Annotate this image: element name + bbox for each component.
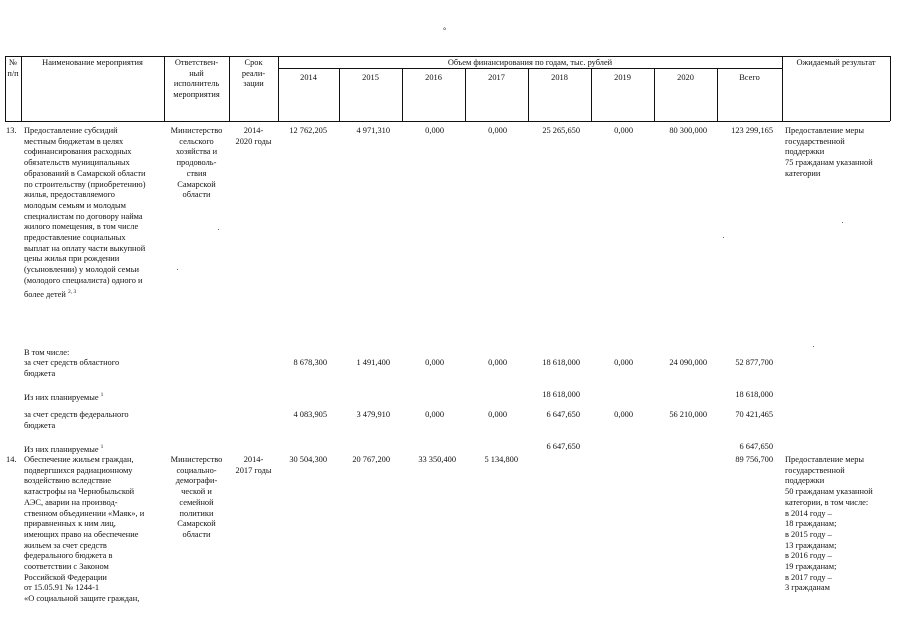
federal-value-2018: 6 647,650 bbox=[546, 410, 580, 419]
regional-value-2017: 0,000 bbox=[488, 358, 507, 367]
federal-value-2017: 0,000 bbox=[488, 410, 507, 419]
federal-value-2016: 0,000 bbox=[425, 410, 444, 419]
planned2-label: Из них планируемые $^1$ bbox=[24, 444, 104, 454]
federal-value-2015: 3 479,910 bbox=[356, 410, 390, 419]
scan-speck bbox=[813, 346, 814, 347]
row13-value-2017: 0,000 bbox=[488, 126, 507, 135]
planned2-value-total: 6 647,650 bbox=[739, 442, 773, 451]
header-year: 2015 bbox=[362, 73, 379, 82]
table-top-border bbox=[5, 56, 890, 57]
planned1-label: Из них планируемые $^1$ bbox=[24, 392, 104, 402]
row14-num: 14. bbox=[6, 455, 17, 464]
header-term: Срок реали- зации bbox=[241, 58, 266, 89]
header-name: Наименование мероприятия bbox=[42, 58, 143, 67]
scan-speck bbox=[218, 229, 219, 230]
row13-value-2014: 12 762,205 bbox=[289, 126, 327, 135]
row14-value-2017: 5 134,800 bbox=[484, 455, 518, 464]
including-label: В том числе: bbox=[24, 348, 70, 357]
regional-value-2014: 8 678,300 bbox=[293, 358, 327, 367]
header-year: 2019 bbox=[614, 73, 631, 82]
federal-label: за счет средств федерального бюджета bbox=[24, 410, 129, 430]
row14-name: Обеспечение жильем граждан, подвергшихся радиационному воздействию вследствие катастрофы на Чернобыльской АЭС, аварии на производ- ственном объединении «Маяк», и приравненных к ним лиц, имеющих право на обеспечение жильем за счет средств федерального бюджета в соответствии с Законом Российской Федерации от 15.05.91 № 1244-1 «О социальной защите граждан, bbox=[24, 455, 145, 604]
scan-speck bbox=[177, 269, 178, 270]
header-year: 2017 bbox=[488, 73, 505, 82]
row13-num: 13. bbox=[6, 126, 17, 135]
row14-value-total: 89 756,700 bbox=[735, 455, 773, 464]
header-result: Ожидаемый результат bbox=[796, 58, 876, 67]
row13-value-2018: 25 265,650 bbox=[542, 126, 580, 135]
regional-value-2015: 1 491,400 bbox=[356, 358, 390, 367]
row14-value-2014: 30 504,300 bbox=[289, 455, 327, 464]
row13-value-total: 123 299,165 bbox=[731, 126, 773, 135]
row13-term: 2014- 2020 годы bbox=[235, 126, 272, 146]
federal-value-2014: 4 083,905 bbox=[293, 410, 327, 419]
header-year: 2014 bbox=[300, 73, 317, 82]
row14-responsible: Министерство социально- демографи- ческой и семейной политики Самарской области bbox=[170, 455, 223, 539]
row13-name: Предоставление субсидий местным бюджетам в целях софинансирования расходных обязательств муниципальных образований в Самарской области по строительству (приобретению) жилья, предоставляемого молодым семьям и молодым специалистам по договору найма жилого помещения, в том числе предоставление социальных выплат на оплату части выкупной цены жилья при рождении (усыновлении) у молодой семьи (молодого специалиста) одного и более детей $^{2, 3}$ bbox=[24, 126, 146, 299]
page-mark: ° bbox=[443, 26, 447, 35]
row13-responsible: Министерство сельского хозяйства и продоволь- ствия Самарской области bbox=[170, 126, 223, 200]
header-bottom-border bbox=[5, 121, 890, 122]
header-year: 2016 bbox=[425, 73, 442, 82]
col-border-13 bbox=[890, 56, 891, 121]
row13-value-2016: 0,000 bbox=[425, 126, 444, 135]
federal-value-total: 70 421,465 bbox=[735, 410, 773, 419]
regional-label: за счет средств областного бюджета bbox=[24, 358, 120, 378]
row14-result: Предоставление меры государственной поддержки 50 гражданам указанной категории, в том числе: в 2014 году – 18 гражданам; в 2015 году – 13 гражданам; в 2016 году – 19 гражданам; в 2017 году – 3 гражданам bbox=[785, 455, 873, 593]
regional-value-2019: 0,000 bbox=[614, 358, 633, 367]
row13-value-2015: 4 971,310 bbox=[356, 126, 390, 135]
scan-speck bbox=[723, 237, 724, 238]
planned1-value-total: 18 618,000 bbox=[735, 390, 773, 399]
row14-value-2015: 20 767,200 bbox=[352, 455, 390, 464]
regional-value-2018: 18 618,000 bbox=[542, 358, 580, 367]
planned2-value-2018: 6 647,650 bbox=[546, 442, 580, 451]
federal-value-2019: 0,000 bbox=[614, 410, 633, 419]
header-year-total: Всего bbox=[739, 73, 760, 82]
planned1-value-2018: 18 618,000 bbox=[542, 390, 580, 399]
federal-value-2020: 56 210,000 bbox=[669, 410, 707, 419]
header-financing: Объем финансирования по годам, тыс. рублей bbox=[447, 58, 613, 67]
row13-value-2020: 80 300,000 bbox=[669, 126, 707, 135]
row13-footnote: 2, 3 bbox=[67, 288, 77, 295]
row13-value-2019: 0,000 bbox=[614, 126, 633, 135]
header-num: № п/п bbox=[7, 58, 19, 78]
header-year: 2018 bbox=[551, 73, 568, 82]
header-year: 2020 bbox=[677, 73, 694, 82]
regional-value-2016: 0,000 bbox=[425, 358, 444, 367]
regional-value-2020: 24 090,000 bbox=[669, 358, 707, 367]
row13-result: Предоставление меры государственной поддержки 75 гражданам указанной категории bbox=[785, 126, 873, 178]
row14-value-2016: 33 350,400 bbox=[418, 455, 456, 464]
scan-speck bbox=[842, 222, 843, 223]
header-responsible: Ответствен- ный исполнитель мероприятия bbox=[173, 58, 220, 100]
regional-value-total: 52 877,700 bbox=[735, 358, 773, 367]
row14-term: 2014- 2017 годы bbox=[235, 455, 272, 475]
